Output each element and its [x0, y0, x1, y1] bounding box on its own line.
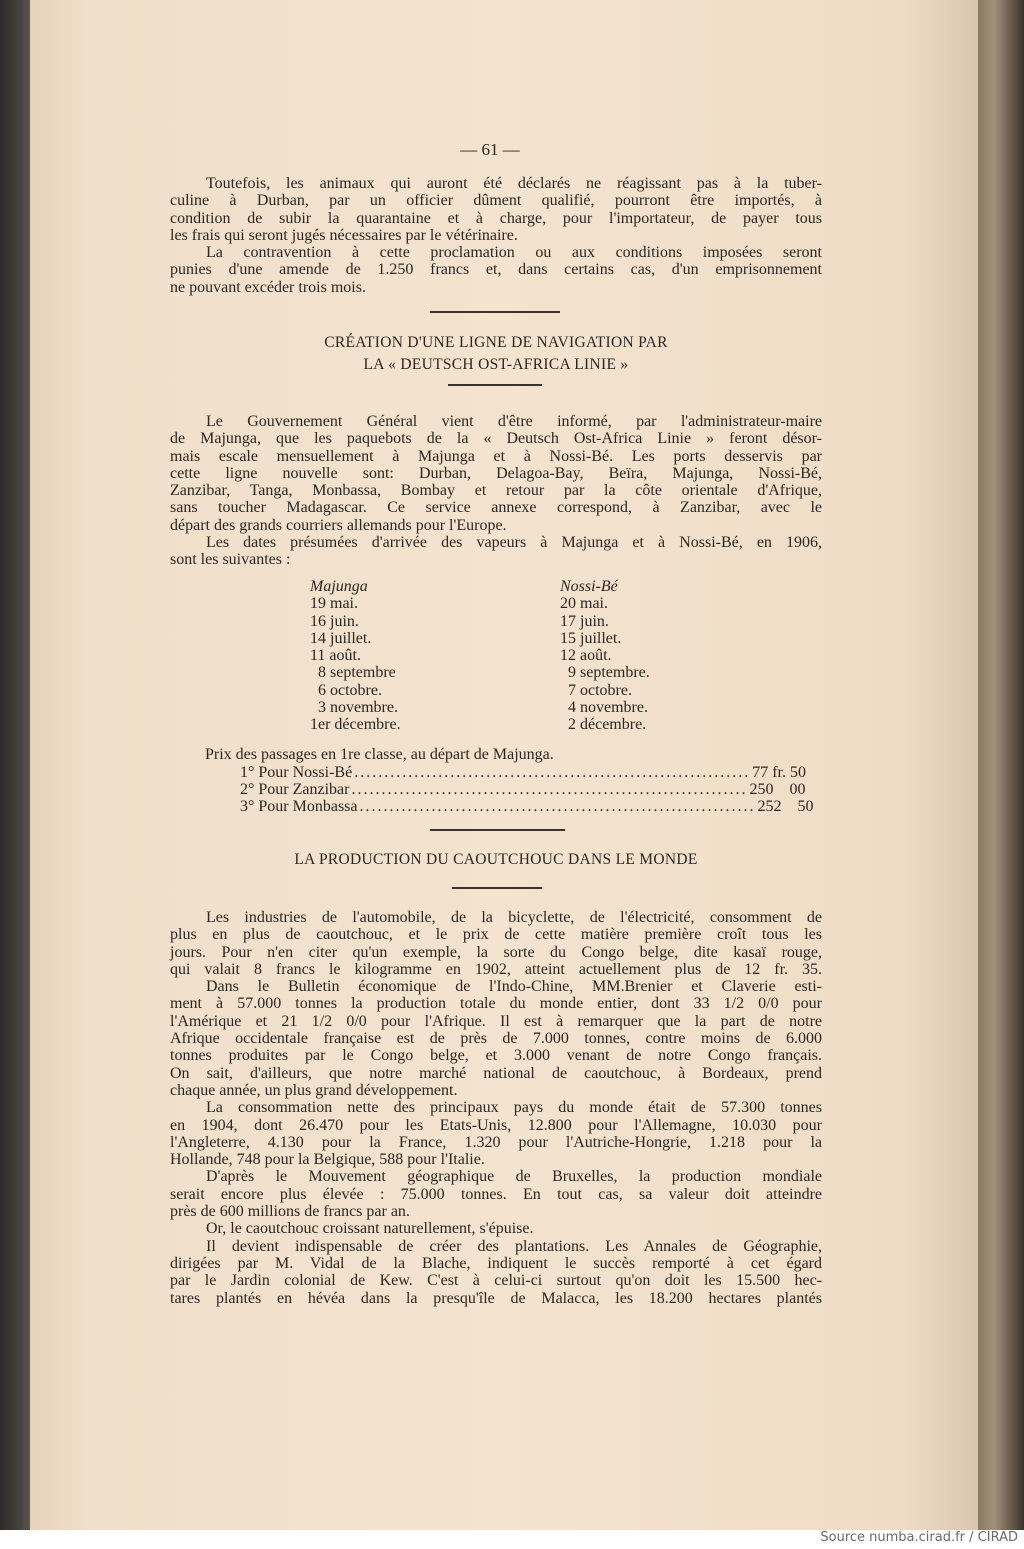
page-number: — 61 —	[460, 140, 520, 159]
text-line: Le Gouvernement Général vient d'être informé, par l'administrateur-maire	[206, 413, 822, 430]
text-line: punies d'une amende de 1.250 francs et, dans certains cas, d'un emprisonnement	[170, 261, 822, 279]
leader-dots: ..................................................................	[351, 781, 748, 798]
date-cell: 11 août.	[310, 647, 361, 665]
price-row	[240, 798, 814, 816]
text-line: Hollande, 748 pour la Belgique, 588 pour l'Italie.	[170, 1151, 485, 1169]
date-cell: 1er décembre.	[310, 716, 401, 734]
column-header: Majunga	[310, 578, 368, 595]
text-line: en 1904, dont 26.470 pour les Etats-Unis, 12.800 pour l'Allemagne, 10.030 pour	[170, 1116, 822, 1134]
price-label: 2° Pour Zanzibar	[240, 781, 350, 798]
date-cell: 2 décembre.	[568, 716, 647, 734]
text-line: qui valait 8 francs le kilogramme en 1902, atteint actuellement plus de 12 fr. 35.	[170, 960, 822, 978]
title-underline	[448, 384, 542, 386]
text-line: sans toucher Madagascar. Ce service annexe correspond, à Zanzibar, avec le	[170, 499, 822, 517]
price-label: 1° Pour Nossi-Bé	[240, 764, 353, 781]
text-line: ne pouvant excéder trois mois.	[170, 278, 366, 296]
section-title-line-2: LA « DEUTSCH OST-AFRICA LINIE »	[363, 356, 629, 373]
text-line: La consommation nette des principaux pays du monde était de 57.300 tonnes	[206, 1099, 822, 1117]
leader-dots: ..................................................................	[359, 798, 756, 815]
date-cell: 7 octobre.	[568, 681, 632, 699]
text-line: mais escale mensuellement à Majunga et à Nossi-Bé. Les ports desservis par	[170, 447, 822, 465]
text-line: Or, le caoutchouc croissant naturellement, s'épuise.	[206, 1220, 534, 1238]
price-amount: 252 50	[757, 798, 814, 815]
schedule-column-nossi-be	[560, 578, 650, 734]
text-line: l'Angleterre, 4.130 pour la France, 1.320 pour l'Autriche-Hongrie, 1.218 pour la	[170, 1133, 822, 1151]
date-cell: 17 juin.	[560, 612, 609, 630]
title-underline	[452, 887, 542, 889]
section-divider	[430, 829, 565, 831]
text-line: tonnes produites par le Congo belge, et 3.000 venant de notre Congo français.	[170, 1047, 822, 1065]
section-title: LA PRODUCTION DU CAOUTCHOUC DANS LE MONDE	[294, 851, 698, 868]
date-cell: 16 juin.	[310, 612, 359, 630]
text-line: les frais qui seront jugés nécessaires par le vétérinaire.	[170, 226, 518, 244]
date-cell: 6 octobre.	[318, 681, 382, 699]
prices-intro	[205, 746, 825, 763]
date-cell: 12 août.	[560, 647, 612, 665]
section1-paragraph	[170, 413, 822, 569]
date-cell: 20 mai.	[560, 595, 608, 613]
text-line: ment à 57.000 tonnes la production totale du monde entier, dont 33 1/2 0/0 pour	[170, 995, 822, 1013]
text-line: On sait, d'ailleurs, que notre marché national de caoutchouc, à Bordeaux, prend	[170, 1064, 822, 1082]
text-line: jours. Pour n'en citer qu'un exemple, la sorte du Congo belge, dite kasaï rouge,	[170, 943, 822, 961]
text-line: Zanzibar, Tanga, Monbassa, Bombay et retour par la côte orientale d'Afrique,	[170, 482, 822, 500]
text-line: près de 600 millions de francs par an.	[170, 1203, 410, 1221]
price-amount: 250 00	[749, 781, 806, 798]
text-line: l'Amérique et 21 1/2 0/0 pour l'Afrique. Il est à remarquer que la part de notre	[170, 1012, 822, 1030]
text-line: tares plantés en hévéa dans la presqu'île de Malacca, les 18.200 hectares plantés	[170, 1289, 822, 1307]
text-line: Prix des passages en 1re classe, au départ de Majunga.	[205, 746, 554, 763]
text-line: D'après le Mouvement géographique de Bruxelles, la production mondiale	[206, 1168, 822, 1186]
date-cell: 14 juillet.	[310, 629, 372, 647]
date-cell: 15 juillet.	[560, 629, 622, 647]
binding-right	[978, 0, 1024, 1530]
section2-paragraph	[170, 909, 822, 1307]
text-line: serait encore plus élevée : 75.000 tonnes. En tout cas, sa valeur doit atteindre	[170, 1185, 822, 1203]
text-line: La contravention à cette proclamation ou aux conditions imposées seront	[206, 244, 822, 262]
date-cell: 19 mai.	[310, 595, 358, 613]
text-line: condition de subir la quarantaine et à charge, pour l'importateur, de payer tous	[170, 209, 822, 227]
date-cell: 3 novembre.	[318, 699, 398, 717]
intro-paragraph	[170, 175, 822, 296]
price-label: 3° Pour Monbassa	[240, 798, 358, 815]
text-line: plus en plus de caoutchouc, et le prix de cette matière première croît tous les	[170, 926, 822, 944]
text-line: Afrique occidentale française est de près de 7.000 tonnes, contre moins de 6.000	[170, 1030, 822, 1048]
text-line: chaque année, un plus grand développement.	[170, 1081, 458, 1099]
date-cell: 4 novembre.	[568, 699, 648, 717]
text-line: sont les suivantes :	[170, 551, 291, 569]
column-header: Nossi-Bé	[560, 578, 618, 595]
section-title-line-1: CRÉATION D'UNE LIGNE DE NAVIGATION PAR	[324, 334, 668, 351]
price-amount: 77 fr. 50	[752, 764, 806, 781]
text-line: Les dates présumées d'arrivée des vapeurs à Majunga et à Nossi-Bé, en 1906,	[206, 534, 822, 552]
text-line: dirigées par M. Vidal de la Blache, indiquent le succès remporté à cet égard	[170, 1254, 822, 1272]
leader-dots: ..................................................................	[354, 764, 751, 781]
price-row	[240, 781, 806, 799]
text-line: Il devient indispensable de créer des plantations. Les Annales de Géographie,	[206, 1237, 822, 1255]
date-cell: 9 septembre.	[568, 664, 650, 682]
text-line: de Majunga, que les paquebots de la « Deutsch Ost-Africa Linie » feront désor-	[170, 430, 822, 448]
text-line: cette ligne nouvelle sont: Durban, Delagoa-Bay, Beïra, Majunga, Nossi-Bé,	[170, 464, 822, 482]
text-line: Toutefois, les animaux qui auront été déclarés ne réagissant pas à la tuber-	[206, 175, 822, 192]
price-row	[240, 764, 806, 782]
schedule-column-majunga	[310, 578, 401, 734]
text-line: culine à Durban, par un officier dûment qualifié, pourront être importés, à	[170, 192, 822, 210]
text-line: Les industries de l'automobile, de la bicyclette, de l'électricité, consomment de	[206, 909, 822, 926]
date-cell: 8 septembre	[318, 664, 396, 682]
text-line: Dans le Bulletin économique de l'Indo-Chine, MM.Brenier et Claverie esti-	[206, 978, 822, 996]
section-divider	[430, 311, 560, 313]
text-line: départ des grands courriers allemands pour l'Europe.	[170, 516, 507, 534]
text-line: par le Jardin colonial de Kew. C'est à celui-ci surtout qu'on doit les 15.500 hec-	[170, 1272, 822, 1290]
source-credit: Source numba.cirad.fr / CIRAD	[820, 1530, 1018, 1545]
